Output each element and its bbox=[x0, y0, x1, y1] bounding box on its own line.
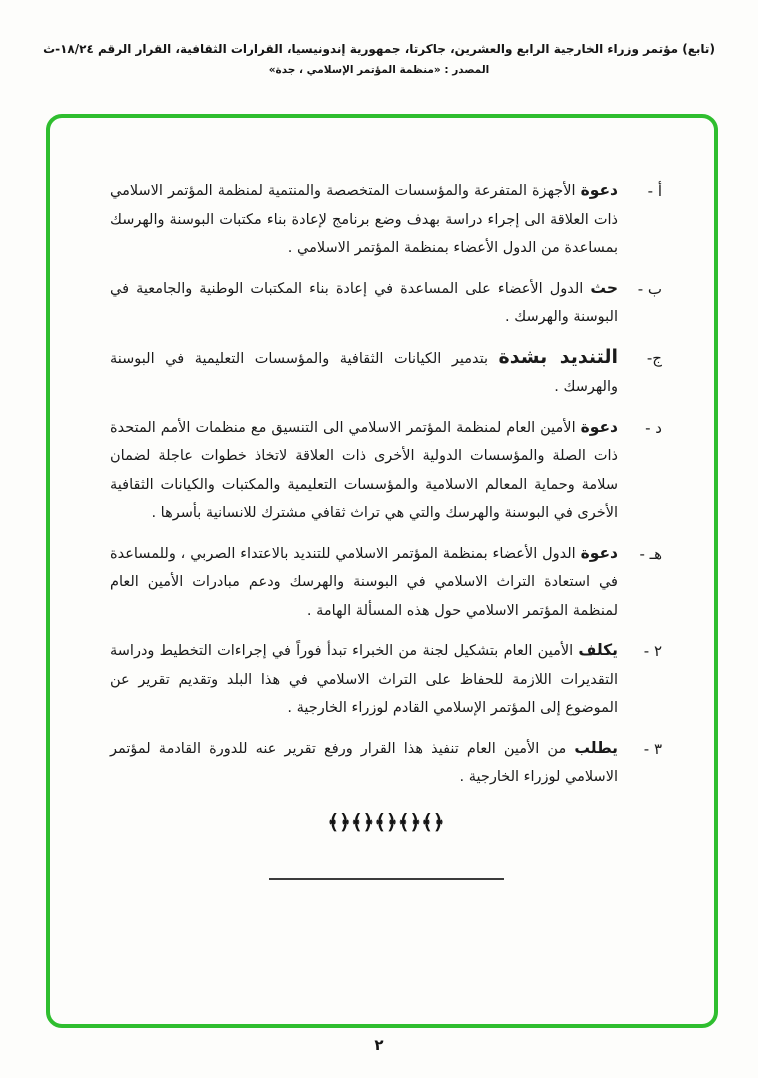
item-text bbox=[110, 274, 618, 332]
item-body-text: بتدمير الكيانات الثقافية والمؤسسات التعليمية في البوسنة والهرسك . bbox=[110, 350, 618, 395]
item-marker: ب - bbox=[637, 279, 662, 298]
list-item-j bbox=[110, 343, 662, 402]
item-body-text: الأمين العام لمنظمة المؤتمر الاسلامي الى التنسيق مع منظمات الأمم المتحدة ذات الصلة والمؤسسات الدولية الأخرى ذات العلاقة لاتخاذ خطوات عاجلة لضمان سلامة وحماية المعالم الاسلامية والمؤسسات التعليمية والمكتبات والكيانات الثقافية الأخرى في البوسنة والهرسك والتي هي تراث ثقافي مشترك للانسانية بأسرها . bbox=[110, 419, 618, 521]
item-lead: دعوة bbox=[580, 543, 618, 562]
item-marker: ج- bbox=[646, 348, 662, 367]
item-marker: ٢ - bbox=[643, 642, 662, 660]
signature-line bbox=[269, 878, 504, 880]
item-marker: هـ - bbox=[639, 544, 662, 563]
list-item-2 bbox=[110, 636, 662, 723]
item-text bbox=[110, 343, 618, 402]
item-marker: ٣ - bbox=[643, 739, 662, 758]
item-marker: د - bbox=[645, 418, 662, 437]
item-text bbox=[110, 539, 618, 626]
header-title: (تابع) مؤتمر وزراء الخارجية الرابع والعشرين، جاكرتا، جمهورية إندونيسيا، القرارات الثقافية، القرار الرقم ١٨/٢٤-ث bbox=[43, 42, 715, 56]
item-body-text: الدول الأعضاء على المساعدة في إعادة بناء المكتبات الوطنية والجامعية في البوسنة والهرسك . bbox=[110, 280, 618, 325]
list-item-h bbox=[110, 539, 662, 626]
item-lead: يكلف bbox=[578, 641, 618, 659]
item-lead: حث bbox=[590, 278, 618, 297]
document-header bbox=[40, 42, 718, 76]
list-item-3 bbox=[110, 734, 662, 792]
item-lead: يطلب bbox=[574, 738, 618, 757]
item-lead: دعوة bbox=[580, 417, 618, 436]
header-source: المصدر : «منظمة المؤتمر الإسلامي ، جدة» bbox=[268, 64, 490, 76]
item-text bbox=[110, 176, 618, 263]
list-item-b bbox=[110, 274, 662, 332]
item-body-text: الأجهزة المتفرعة والمؤسسات المتخصصة والمنتمية لمنظمة المؤتمر الاسلامي ذات العلاقة الى إجراء دراسة بهدف وضع برنامج لإعادة بناء مكتبات البوسنة والهرسك بمساعدة من الدول الأعضاء بمنظمة المؤتمر الاسلامي . bbox=[110, 183, 618, 256]
document-body bbox=[110, 176, 662, 880]
item-text bbox=[110, 413, 618, 528]
page-number: ٢ bbox=[374, 1036, 384, 1054]
item-body-text: الدول الأعضاء بمنظمة المؤتمر الاسلامي للتنديد بالاعتداء الصربي ، وللمساعدة في استعادة التراث الاسلامي في البوسنة والهرسك ودعم مبادرات الأمين العام لمنظمة المؤتمر الاسلامي حول هذه المسألة الهامة . bbox=[110, 545, 618, 619]
item-lead: التنديد بشدة bbox=[498, 345, 618, 368]
item-body-text: الأمين العام بتشكيل لجنة من الخبراء تبدأ فوراً في إجراءات التخطيط ودراسة التقديرات اللازمة للحفاظ على التراث الاسلامي في هذا البلد وتقديم تقرير عن الموضوع إلى المؤتمر الإسلامي القادم لوزراء الخارجية . bbox=[110, 643, 618, 716]
item-text bbox=[110, 734, 618, 792]
item-lead: دعوة bbox=[580, 181, 618, 199]
list-item-d bbox=[110, 413, 662, 528]
list-item-a bbox=[110, 176, 662, 263]
item-text bbox=[110, 636, 618, 723]
item-marker: أ - bbox=[647, 182, 662, 200]
item-body-text: من الأمين العام تنفيذ هذا القرار ورفع تقرير عنه للدورة القادمة لمؤتمر الاسلامي لوزراء الخارجية . bbox=[110, 740, 618, 785]
ornament-divider: ﴿﴾﴿﴾﴿﴾﴿﴾﴿﴾ bbox=[327, 809, 445, 834]
